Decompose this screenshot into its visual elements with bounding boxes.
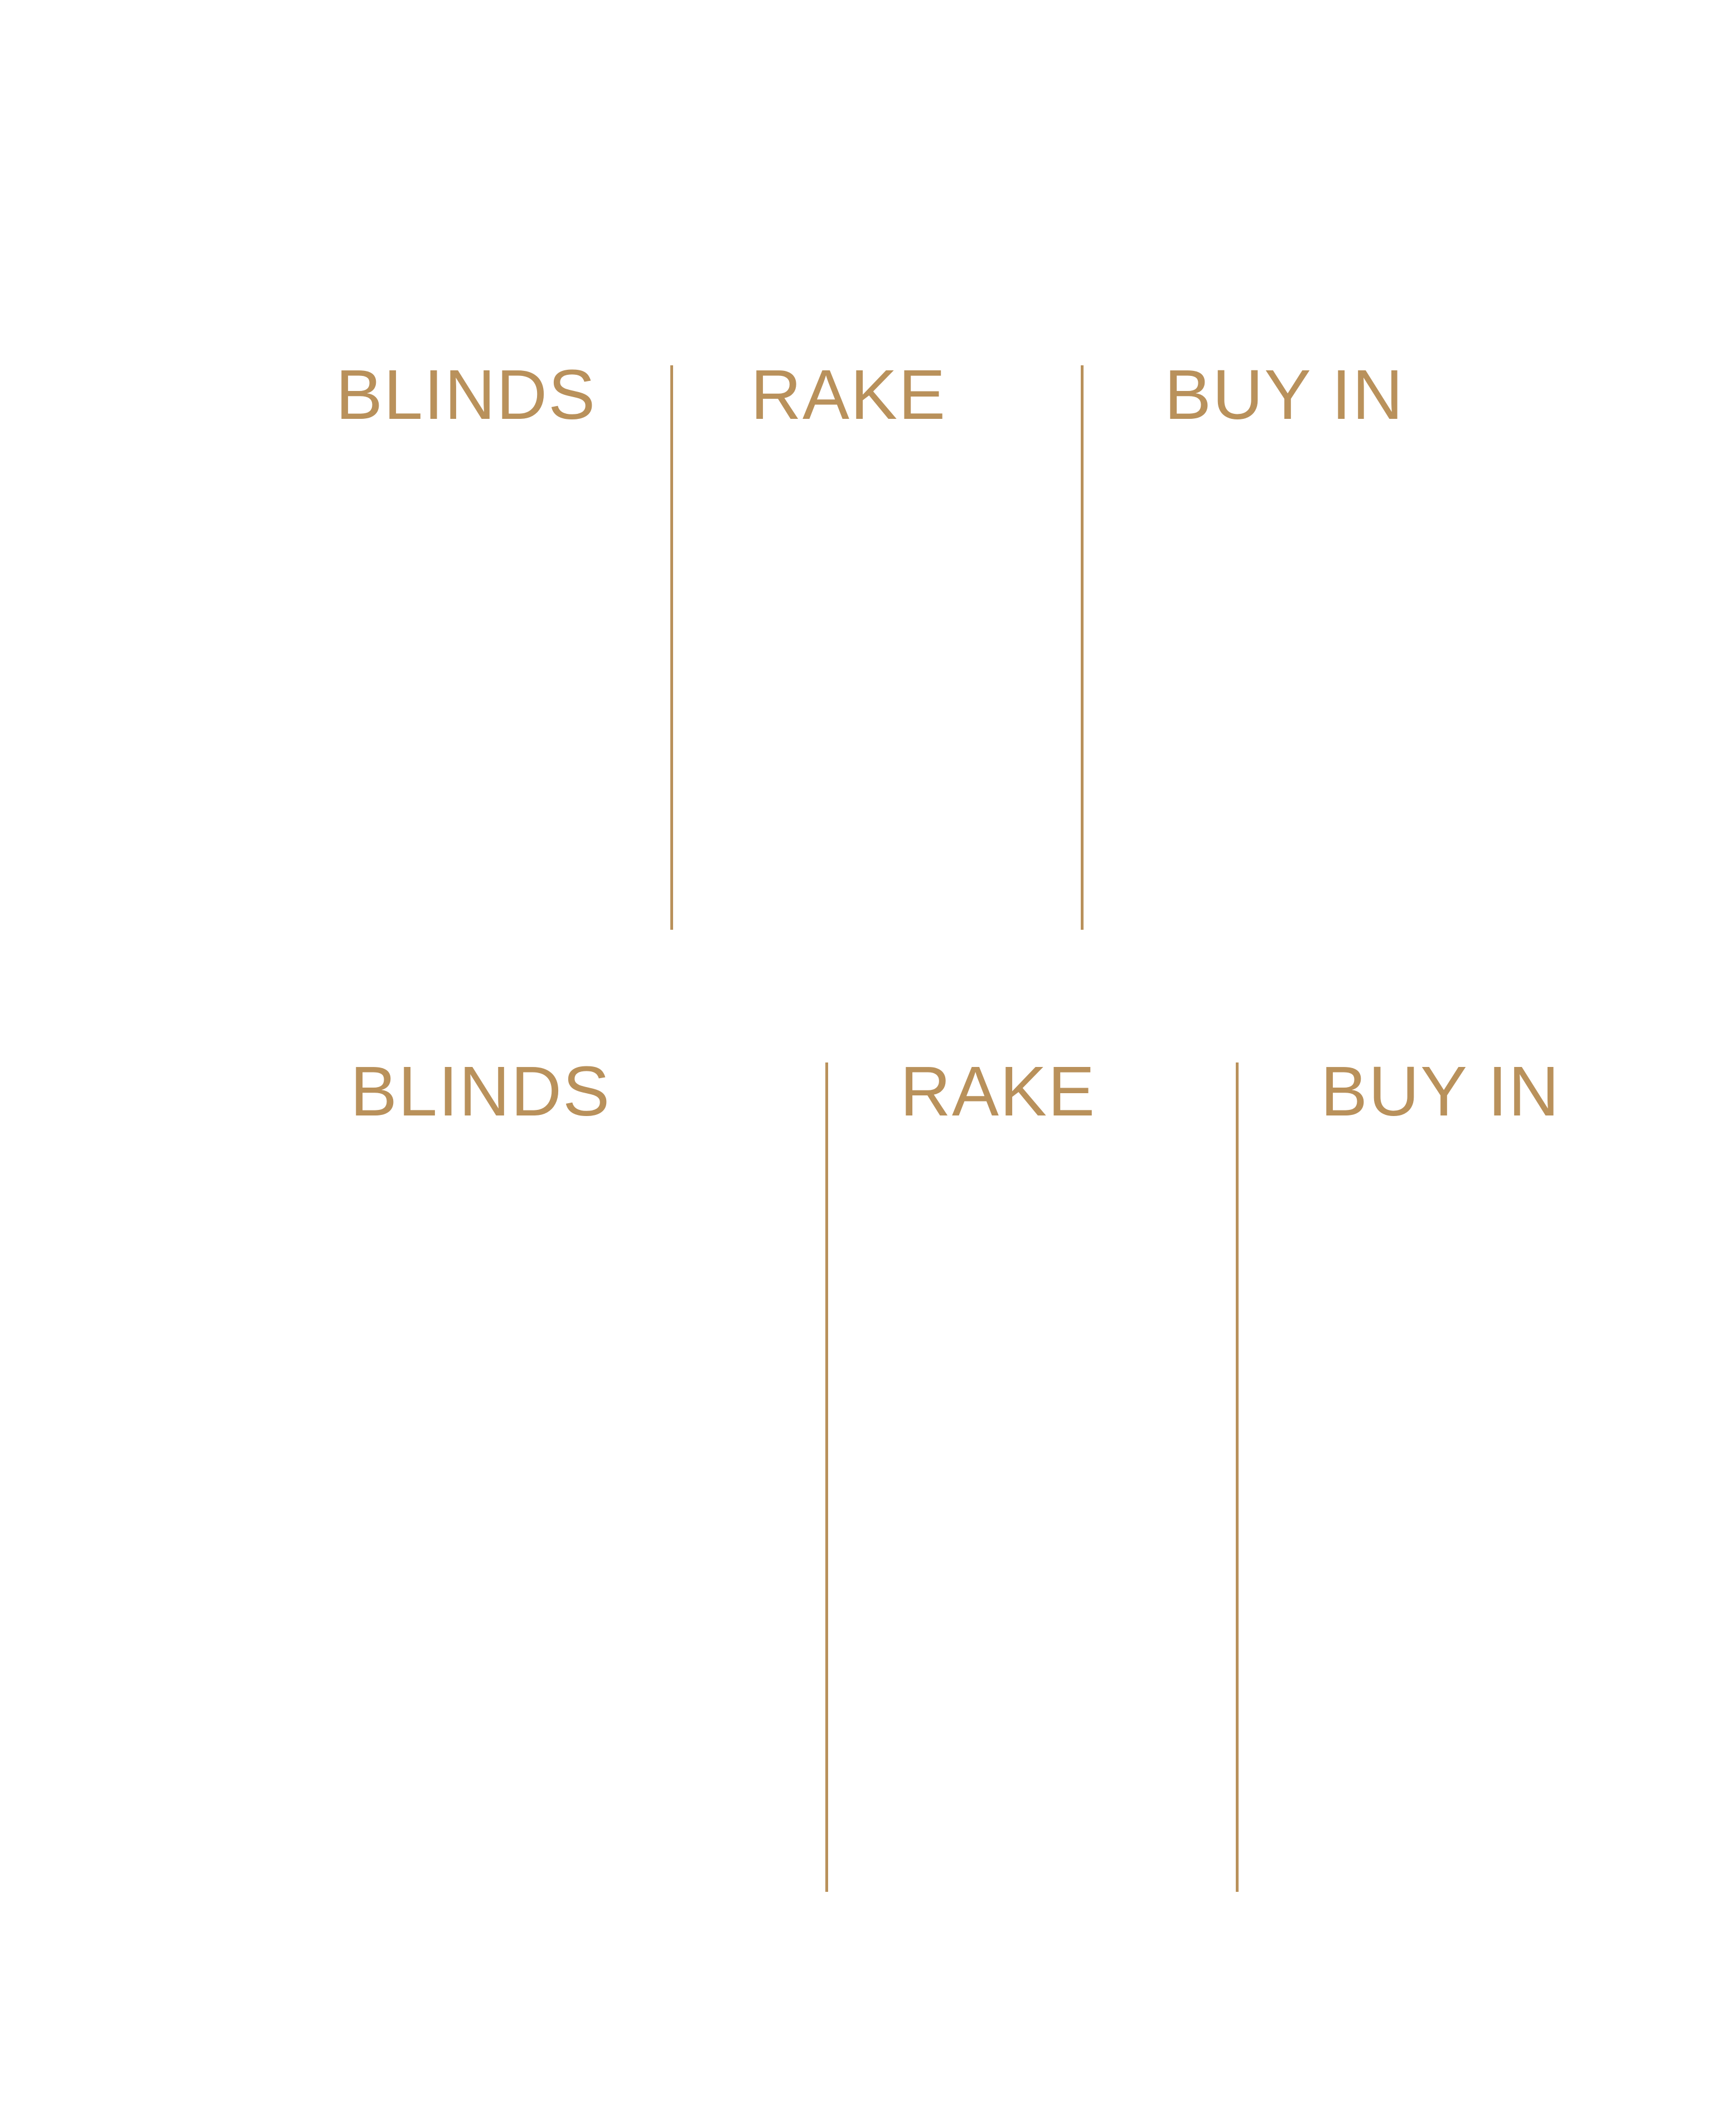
rake-heading: RAKE (900, 1052, 1096, 1131)
column-divider (1236, 1062, 1239, 1892)
buy-in-heading: BUY IN (1321, 1052, 1560, 1131)
rake-heading: RAKE (751, 355, 947, 434)
buy-in-heading: BUY IN (1164, 355, 1404, 434)
blinds-heading: BLINDS (350, 1052, 611, 1131)
column-divider (1081, 365, 1084, 930)
blinds-heading: BLINDS (336, 355, 597, 434)
column-divider (825, 1062, 828, 1892)
column-divider (670, 365, 673, 930)
